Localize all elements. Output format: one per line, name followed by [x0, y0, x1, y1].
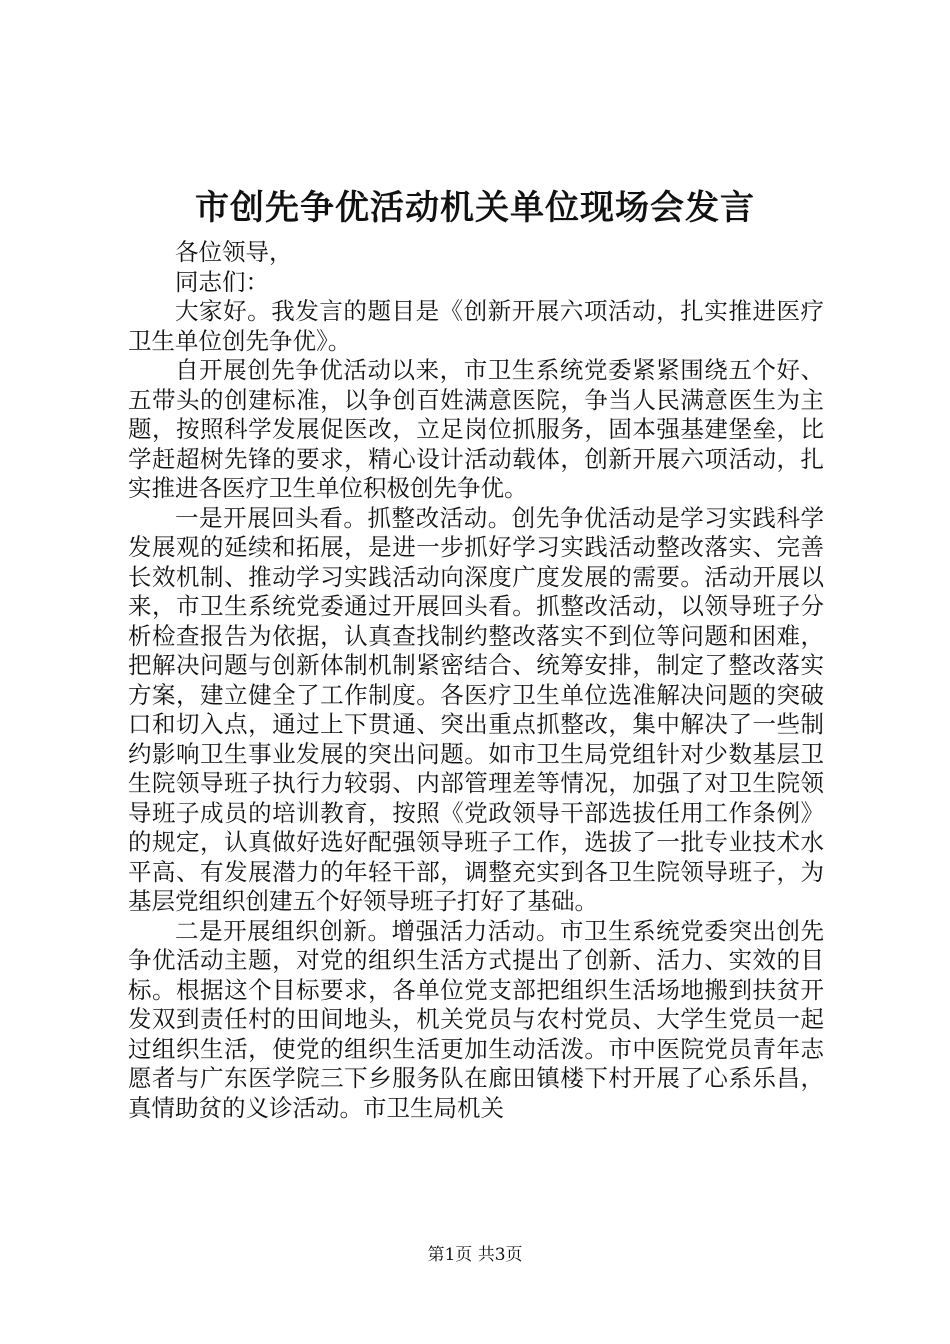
page-footer: 第1页 共3页: [427, 1245, 523, 1265]
paragraph-activity-two: 二是开展组织创新。增强活力活动。市卫生系统党委突出创先争优活动主题，对党的组织生活方式提出了创新、活力、实效的目标。根据这个目标要求，各单位党支部把组织生活场地搬到扶贫开发双到责任村的田间地头，机关党员与农村党员、大学生党员一起过组织生活，使党的组织生活更加生动活泼。市中医院党员青年志愿者与广东医学院三下乡服务队在廊田镇楼下村开展了心系乐昌，真情助贫的义诊活动。市卫生局机关: [128, 916, 824, 1122]
document-body: [128, 238, 824, 1123]
paragraph-overview: 自开展创先争优活动以来，市卫生系统党委紧紧围绕五个好、五带头的创建标准，以争创百姓满意医院，争当人民满意医生为主题，按照科学发展促医改，立足岗位抓服务，固本强基建堡垒，比学赶超树先锋的要求，精心设计活动载体，创新开展六项活动，扎实推进各医疗卫生单位积极创先争优。: [128, 356, 824, 502]
paragraph-activity-one: 一是开展回头看。抓整改活动。创先争优活动是学习实践科学发展观的延续和拓展，是进一步抓好学习实践活动整改落实、完善长效机制、推动学习实践活动向深度广度发展的需要。活动开展以来，市卫生系统党委通过开展回头看。抓整改活动，以领导班子分析检查报告为依据，认真查找制约整改落实不到位等问题和困难，把解决问题与创新体制机制紧密结合、统筹安排，制定了整改落实方案，建立健全了工作制度。各医疗卫生单位选准解决问题的突破口和切入点，通过上下贯通、突出重点抓整改，集中解决了一些制约影响卫生事业发展的突出问题。如市卫生局党组针对少数基层卫生院领导班子执行力较弱、内部管理差等情况，加强了对卫生院领导班子成员的培训教育，按照《党政领导干部选拔任用工作条例》的规定，认真做好选好配强领导班子工作，选拔了一批专业技术水平高、有发展潜力的年轻干部，调整充实到各卫生院领导班子，为基层党组织创建五个好领导班子打好了基础。: [128, 503, 824, 915]
paragraph-intro: 大家好。我发言的题目是《创新开展六项活动，扎实推进医疗卫生单位创先争优》。: [128, 297, 824, 355]
document-title: 市创先争优活动机关单位现场会发言: [195, 188, 755, 228]
salutation-leaders: 各位领导，: [175, 238, 293, 266]
salutation-comrades: 同志们：: [175, 267, 269, 296]
